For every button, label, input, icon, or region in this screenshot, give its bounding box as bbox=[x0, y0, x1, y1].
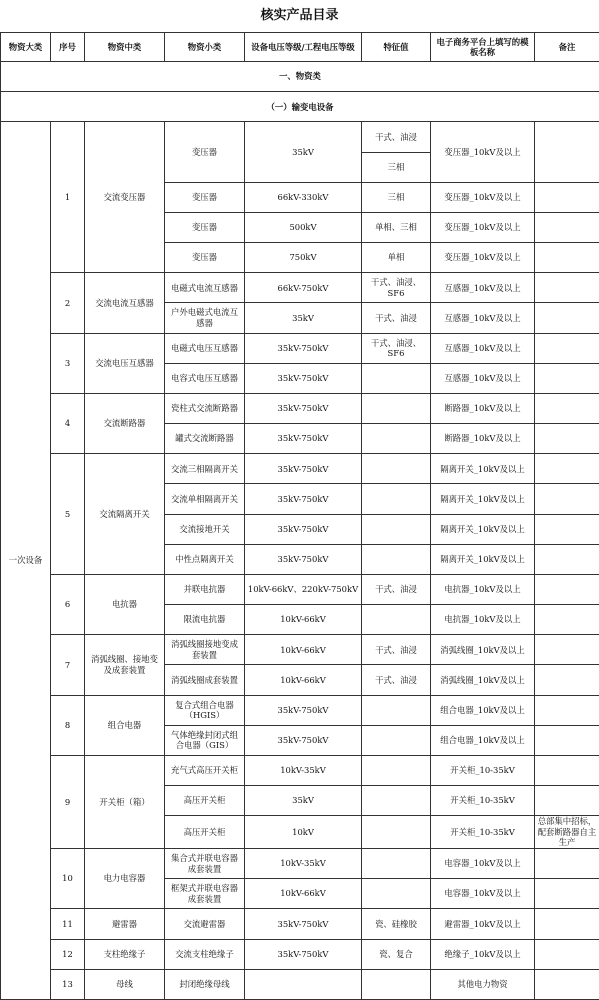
sub-category-cell: 交流单相隔离开关 bbox=[165, 484, 245, 514]
mid-category-cell: 交流电压互感器 bbox=[85, 333, 165, 393]
template-name-cell: 组合电器_10kV及以上 bbox=[431, 695, 535, 725]
sub-category-cell: 交流接地开关 bbox=[165, 514, 245, 544]
feature-cell: 干式、油浸、SF6 bbox=[362, 273, 431, 303]
remark-cell bbox=[535, 514, 599, 544]
voltage-cell: 35kV-750kV bbox=[245, 363, 362, 393]
feature-cell: 干式、油浸 bbox=[362, 574, 431, 604]
voltage-cell: 35kV bbox=[245, 303, 362, 333]
template-name-cell: 电抗器_10kV及以上 bbox=[431, 574, 535, 604]
header-cell: 备注 bbox=[535, 33, 599, 62]
table-row bbox=[1, 333, 599, 363]
remark-cell bbox=[535, 848, 599, 878]
sub-category-cell: 限流电抗器 bbox=[165, 605, 245, 635]
voltage-cell: 10kV bbox=[245, 816, 362, 849]
remark-cell bbox=[535, 303, 599, 333]
remark-cell bbox=[535, 424, 599, 454]
table-row bbox=[1, 393, 599, 423]
voltage-cell: 35kV-750kV bbox=[245, 424, 362, 454]
sub-category-cell: 框架式并联电容器成套装置 bbox=[165, 879, 245, 909]
sub-category-cell: 交流支柱绝缘子 bbox=[165, 939, 245, 969]
feature-cell: 干式、油浸 bbox=[362, 303, 431, 333]
sub-category-cell: 电磁式电流互感器 bbox=[165, 273, 245, 303]
template-name-cell: 开关柜_10-35kV bbox=[431, 816, 535, 849]
page-title: 核实产品目录 bbox=[260, 8, 339, 23]
mid-category-cell: 交流隔离开关 bbox=[85, 454, 165, 575]
sub-category-cell: 集合式并联电容器成套装置 bbox=[165, 848, 245, 878]
header-cell: 特征值 bbox=[362, 33, 431, 62]
voltage-cell: 35kV-750kV bbox=[245, 725, 362, 755]
sub-category-cell: 封闭绝缘母线 bbox=[165, 969, 245, 999]
feature-cell bbox=[362, 725, 431, 755]
serial-number-cell: 2 bbox=[51, 273, 85, 333]
template-name-cell: 变压器_10kV及以上 bbox=[431, 212, 535, 242]
header-row bbox=[1, 33, 599, 62]
mid-category-cell: 母线 bbox=[85, 969, 165, 999]
voltage-cell bbox=[245, 969, 362, 999]
remark-cell bbox=[535, 695, 599, 725]
sub-category-cell: 电容式电压互感器 bbox=[165, 363, 245, 393]
table-row bbox=[1, 122, 599, 152]
template-name-cell: 消弧线圈_10kV及以上 bbox=[431, 635, 535, 665]
section-heading: 一、物资类 bbox=[1, 62, 599, 92]
sub-category-cell: 并联电抗器 bbox=[165, 574, 245, 604]
remark-cell bbox=[535, 454, 599, 484]
remark-cell bbox=[535, 484, 599, 514]
feature-cell bbox=[362, 786, 431, 816]
feature-cell: 单相 bbox=[362, 243, 431, 273]
header-cell: 物资中类 bbox=[85, 33, 165, 62]
sub-category-cell: 变压器 bbox=[165, 182, 245, 212]
serial-number-cell: 13 bbox=[51, 969, 85, 999]
voltage-cell: 10kV-35kV bbox=[245, 755, 362, 785]
voltage-cell: 10kV-66kV bbox=[245, 879, 362, 909]
table-row bbox=[1, 695, 599, 725]
feature-cell: 干式、油浸 bbox=[362, 122, 431, 152]
header-cell: 序号 bbox=[51, 33, 85, 62]
mid-category-cell: 电力电容器 bbox=[85, 848, 165, 908]
sub-category-cell: 中性点隔离开关 bbox=[165, 544, 245, 574]
template-name-cell: 组合电器_10kV及以上 bbox=[431, 725, 535, 755]
table-row bbox=[1, 273, 599, 303]
table-row bbox=[1, 574, 599, 604]
voltage-cell: 35kV-750kV bbox=[245, 514, 362, 544]
template-name-cell: 隔离开关_10kV及以上 bbox=[431, 454, 535, 484]
mid-category-cell: 组合电器 bbox=[85, 695, 165, 755]
voltage-cell: 750kV bbox=[245, 243, 362, 273]
sub-category-cell: 消弧线圈接地变成套装置 bbox=[165, 635, 245, 665]
template-name-cell: 互感器_10kV及以上 bbox=[431, 303, 535, 333]
template-name-cell: 变压器_10kV及以上 bbox=[431, 122, 535, 182]
voltage-cell: 35kV-750kV bbox=[245, 454, 362, 484]
mid-category-cell: 电抗器 bbox=[85, 574, 165, 634]
table-row bbox=[1, 969, 599, 999]
template-name-cell: 变压器_10kV及以上 bbox=[431, 182, 535, 212]
sub-category-cell: 充气式高压开关柜 bbox=[165, 755, 245, 785]
remark-cell bbox=[535, 755, 599, 785]
remark-cell bbox=[535, 363, 599, 393]
header-cell: 电子商务平台上填写的模板名称 bbox=[431, 33, 535, 62]
sub-category-cell: 变压器 bbox=[165, 243, 245, 273]
feature-cell bbox=[362, 848, 431, 878]
serial-number-cell: 1 bbox=[51, 122, 85, 273]
sub-category-cell: 变压器 bbox=[165, 212, 245, 242]
header-cell: 物资小类 bbox=[165, 33, 245, 62]
table-row bbox=[1, 635, 599, 665]
section-heading: （一）输变电设备 bbox=[1, 92, 599, 122]
template-name-cell: 开关柜_10-35kV bbox=[431, 786, 535, 816]
feature-cell bbox=[362, 454, 431, 484]
template-name-cell: 隔离开关_10kV及以上 bbox=[431, 544, 535, 574]
template-name-cell: 开关柜_10-35kV bbox=[431, 755, 535, 785]
template-name-cell: 变压器_10kV及以上 bbox=[431, 243, 535, 273]
serial-number-cell: 8 bbox=[51, 695, 85, 755]
feature-cell bbox=[362, 544, 431, 574]
sub-category-cell: 交流三相隔离开关 bbox=[165, 454, 245, 484]
feature-cell: 干式、油浸、SF6 bbox=[362, 333, 431, 363]
remark-cell bbox=[535, 544, 599, 574]
serial-number-cell: 3 bbox=[51, 333, 85, 393]
remark-cell: 总部集中招标，配套断路器自主生产 bbox=[535, 816, 599, 849]
feature-cell: 干式、油浸 bbox=[362, 665, 431, 695]
serial-number-cell: 7 bbox=[51, 635, 85, 695]
feature-cell bbox=[362, 755, 431, 785]
section-row bbox=[1, 62, 599, 92]
section-row bbox=[1, 92, 599, 122]
voltage-cell: 35kV bbox=[245, 786, 362, 816]
feature-cell bbox=[362, 514, 431, 544]
mid-category-cell: 开关柜（箱） bbox=[85, 755, 165, 848]
template-name-cell: 互感器_10kV及以上 bbox=[431, 333, 535, 363]
major-category-cell: 一次设备 bbox=[1, 122, 51, 1000]
remark-cell bbox=[535, 182, 599, 212]
feature-cell bbox=[362, 363, 431, 393]
feature-cell: 瓷、硅橡胶 bbox=[362, 909, 431, 939]
remark-cell bbox=[535, 909, 599, 939]
sub-category-cell: 罐式交流断路器 bbox=[165, 424, 245, 454]
mid-category-cell: 支柱绝缘子 bbox=[85, 939, 165, 969]
sub-category-cell: 交流避雷器 bbox=[165, 909, 245, 939]
voltage-cell: 35kV-750kV bbox=[245, 333, 362, 363]
remark-cell bbox=[535, 879, 599, 909]
serial-number-cell: 6 bbox=[51, 574, 85, 634]
voltage-cell: 35kV-750kV bbox=[245, 393, 362, 423]
voltage-cell: 10kV-66kV bbox=[245, 665, 362, 695]
voltage-cell: 35kV-750kV bbox=[245, 544, 362, 574]
voltage-cell: 66kV-750kV bbox=[245, 273, 362, 303]
sub-category-cell: 电磁式电压互感器 bbox=[165, 333, 245, 363]
serial-number-cell: 12 bbox=[51, 939, 85, 969]
serial-number-cell: 4 bbox=[51, 393, 85, 453]
table-row bbox=[1, 848, 599, 878]
remark-cell bbox=[535, 393, 599, 423]
sub-category-cell: 户外电磁式电流互感器 bbox=[165, 303, 245, 333]
voltage-cell: 10kV-35kV bbox=[245, 848, 362, 878]
sub-category-cell: 消弧线圈成套装置 bbox=[165, 665, 245, 695]
feature-cell: 三相 bbox=[362, 182, 431, 212]
feature-cell bbox=[362, 393, 431, 423]
voltage-cell: 35kV-750kV bbox=[245, 939, 362, 969]
voltage-cell: 35kV-750kV bbox=[245, 484, 362, 514]
template-name-cell: 隔离开关_10kV及以上 bbox=[431, 514, 535, 544]
template-name-cell: 互感器_10kV及以上 bbox=[431, 273, 535, 303]
template-name-cell: 互感器_10kV及以上 bbox=[431, 363, 535, 393]
table-row bbox=[1, 909, 599, 939]
template-name-cell: 电抗器_10kV及以上 bbox=[431, 605, 535, 635]
voltage-cell: 35kV-750kV bbox=[245, 909, 362, 939]
remark-cell bbox=[535, 122, 599, 182]
sub-category-cell: 复合式组合电器（HGIS） bbox=[165, 695, 245, 725]
feature-cell bbox=[362, 484, 431, 514]
serial-number-cell: 9 bbox=[51, 755, 85, 848]
remark-cell bbox=[535, 212, 599, 242]
feature-cell: 单相、三相 bbox=[362, 212, 431, 242]
feature-cell bbox=[362, 816, 431, 849]
mid-category-cell: 避雷器 bbox=[85, 909, 165, 939]
remark-cell bbox=[535, 273, 599, 303]
remark-cell bbox=[535, 665, 599, 695]
sub-category-cell: 高压开关柜 bbox=[165, 786, 245, 816]
serial-number-cell: 5 bbox=[51, 454, 85, 575]
sub-category-cell: 变压器 bbox=[165, 122, 245, 182]
mid-category-cell: 交流电流互感器 bbox=[85, 273, 165, 333]
voltage-cell: 10kV-66kV bbox=[245, 605, 362, 635]
template-name-cell: 断路器_10kV及以上 bbox=[431, 424, 535, 454]
remark-cell bbox=[535, 574, 599, 604]
feature-cell bbox=[362, 695, 431, 725]
template-name-cell: 隔离开关_10kV及以上 bbox=[431, 484, 535, 514]
remark-cell bbox=[535, 939, 599, 969]
table-row bbox=[1, 755, 599, 785]
template-name-cell: 电容器_10kV及以上 bbox=[431, 879, 535, 909]
remark-cell bbox=[535, 725, 599, 755]
header-cell: 物资大类 bbox=[1, 33, 51, 62]
voltage-cell: 35kV-750kV bbox=[245, 695, 362, 725]
remark-cell bbox=[535, 333, 599, 363]
template-name-cell: 电容器_10kV及以上 bbox=[431, 848, 535, 878]
mid-category-cell: 消弧线圈、接地变及成套装置 bbox=[85, 635, 165, 695]
template-name-cell: 断路器_10kV及以上 bbox=[431, 393, 535, 423]
feature-cell bbox=[362, 605, 431, 635]
voltage-cell: 35kV bbox=[245, 122, 362, 182]
remark-cell bbox=[535, 786, 599, 816]
mid-category-cell: 交流断路器 bbox=[85, 393, 165, 453]
header-cell: 设备电压等级/工程电压等级 bbox=[245, 33, 362, 62]
feature-cell bbox=[362, 424, 431, 454]
feature-cell: 瓷、复合 bbox=[362, 939, 431, 969]
sub-category-cell: 瓷柱式交流断路器 bbox=[165, 393, 245, 423]
feature-cell: 三相 bbox=[362, 152, 431, 182]
serial-number-cell: 11 bbox=[51, 909, 85, 939]
voltage-cell: 66kV-330kV bbox=[245, 182, 362, 212]
table-row bbox=[1, 454, 599, 484]
template-name-cell: 其他电力物资 bbox=[431, 969, 535, 999]
template-name-cell: 避雷器_10kV及以上 bbox=[431, 909, 535, 939]
mid-category-cell: 交流变压器 bbox=[85, 122, 165, 273]
remark-cell bbox=[535, 243, 599, 273]
feature-cell: 干式、油浸 bbox=[362, 635, 431, 665]
table-row bbox=[1, 939, 599, 969]
serial-number-cell: 10 bbox=[51, 848, 85, 908]
voltage-cell: 500kV bbox=[245, 212, 362, 242]
template-name-cell: 绝缘子_10kV及以上 bbox=[431, 939, 535, 969]
feature-cell bbox=[362, 879, 431, 909]
remark-cell bbox=[535, 969, 599, 999]
catalog-table bbox=[0, 32, 599, 1000]
feature-cell bbox=[362, 969, 431, 999]
remark-cell bbox=[535, 635, 599, 665]
voltage-cell: 10kV-66kV bbox=[245, 635, 362, 665]
sub-category-cell: 气体绝缘封闭式组合电器（GIS） bbox=[165, 725, 245, 755]
remark-cell bbox=[535, 605, 599, 635]
sub-category-cell: 高压开关柜 bbox=[165, 816, 245, 849]
template-name-cell: 消弧线圈_10kV及以上 bbox=[431, 665, 535, 695]
voltage-cell: 10kV-66kV、220kV-750kV bbox=[245, 574, 362, 604]
